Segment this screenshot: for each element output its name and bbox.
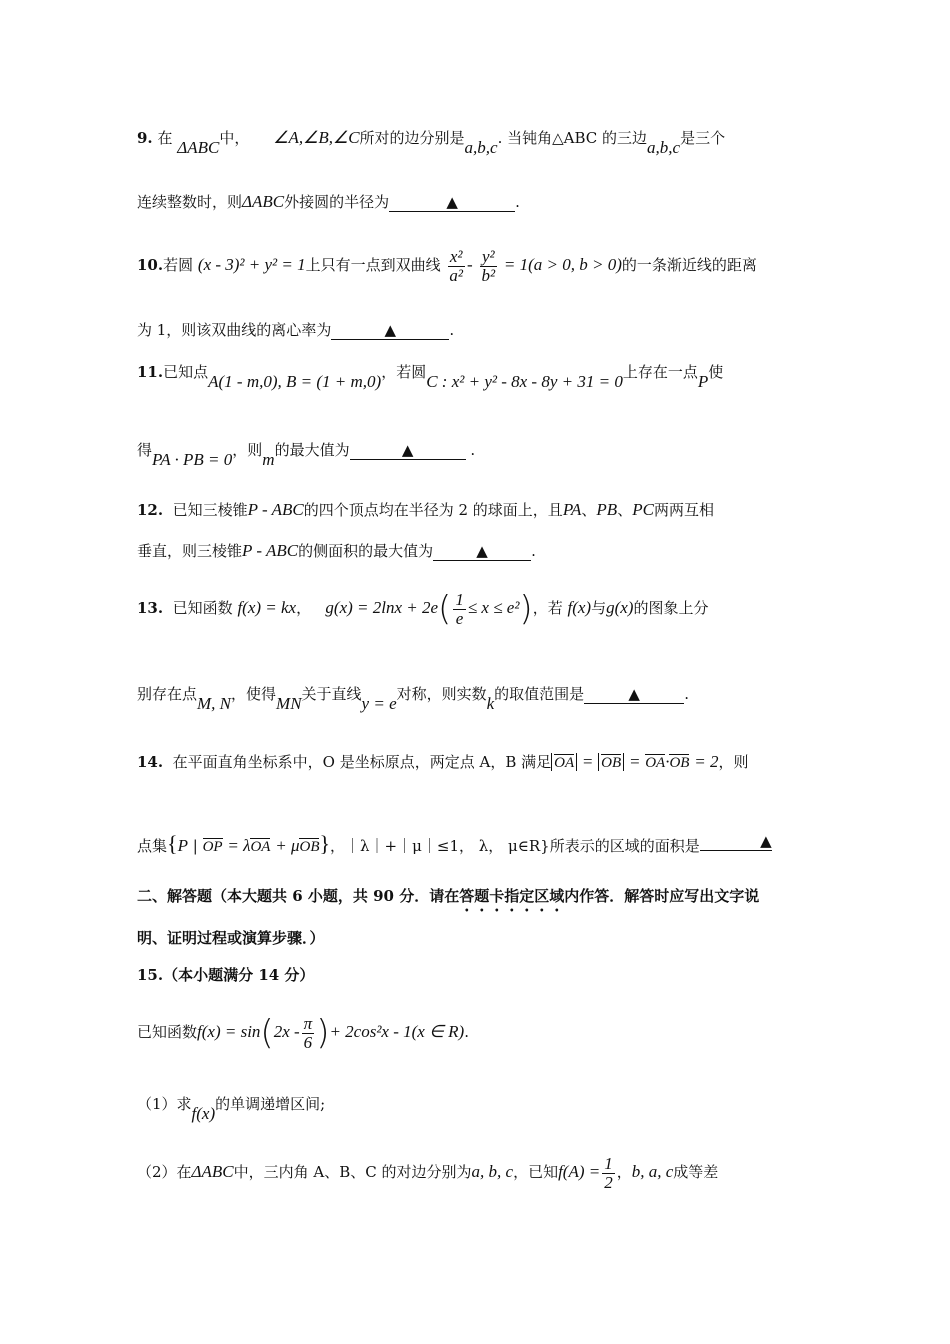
q11-answer-blank[interactable]: ▲ [350, 441, 466, 460]
q12-line2: 垂直，则三棱锥P - ABC的侧面积的最大值为 ▲ . [137, 541, 536, 560]
q13-number: 13. [137, 599, 164, 617]
q14-line1: 14. 在平面直角坐标系中，O 是坐标原点，两定点 A，B 满足 OA = OB = OA·OB = 2，则 [137, 752, 749, 771]
section2-heading-line1: 二、解答题（本大题共 6 小题，共 90 分．请在答题卡指定区域内作答．解答时应写出文字说 [137, 887, 760, 905]
q13-answer-blank[interactable]: ▲ [584, 685, 684, 704]
q13-frac-1-over-e: $\frac{1}{e}$ [455, 589, 464, 628]
q9-line2: 连续整数时，则ΔABC外接圆的半径为 ▲ . [137, 192, 520, 211]
q11-number: 11. [137, 363, 164, 381]
q12-answer-blank[interactable]: ▲ [433, 542, 531, 561]
q10-number: 10. [137, 256, 164, 274]
q10-frac-y: $\frac{\text{y²}}{\text{b²}}$ [481, 246, 496, 285]
q11-line2: 得PA · PB = 0，则m的最大值为 ▲ . [137, 441, 476, 469]
q11-line1: 11.已知点A(1 - m,0), B = (1 + m,0)，若圆C : x² + y² - 8x - 8y + 31 = 0上存在一点P使 [137, 363, 724, 391]
q12-line1: 12. 已知三棱锥P - ABC的四个顶点均在半径为 2 的球面上，且PA、PB、PC两两互相 [137, 500, 714, 519]
q15-part1: （1）求f(x)的单调递增区间; [137, 1095, 326, 1123]
q15-frac-pi-over-6: $\frac{\pi}{6}$ [303, 1013, 313, 1052]
q14-number: 14. [137, 753, 164, 771]
emphasized-answer-area: 答题卡指定区域 [459, 887, 565, 905]
q15-function: 已知函数f(x) = sin(2x - $\frac{\pi}{6}$ )+ 2cos²x - 1(x ∈ R). [137, 1013, 469, 1053]
q12-number: 12. [137, 501, 164, 519]
vector-oa: OA [554, 755, 575, 771]
q9-answer-blank[interactable]: ▲ [389, 193, 515, 212]
vector-ob: OB [601, 755, 622, 771]
q10-frac-x: $\frac{\text{x²}}{\text{a²}}$ [449, 246, 464, 285]
q15-frac-one-half: $\frac{1}{2}$ [604, 1153, 613, 1192]
q10-answer-blank[interactable]: ▲ [331, 321, 449, 340]
q15-header: 15.（本小题满分 14 分） [137, 966, 315, 984]
q9-number: 9. [137, 129, 153, 147]
q14-line2: 点集{P | OP = λOA + μOB}，｜λ｜+｜μ｜≤1， λ， μ∈R}所表示的区域的面积是 ▲ [137, 831, 772, 856]
q13-line2: 别存在点M, N，使得MN关于直线y = e对称，则实数k的取值范围是 ▲ . [137, 685, 689, 713]
q14-answer-blank[interactable]: ▲ [700, 832, 772, 851]
q9-line1: 9. 在 ΔABC中， ∠A,∠B,∠C所对的边分别是a,b,c. 当钝角△ABC 的三边a,b,c是三个 [137, 128, 726, 157]
q15-part2: （2）在ΔABC中，三内角 A、B、C 的对边分别为a, b, c，已知f(A) = $\frac{1}{2}$ ，b, a, c成等差 [137, 1153, 719, 1192]
q15-number: 15. [137, 966, 164, 984]
q10-line1: 10.若圆 (x - 3)² + y² = 1上只有一点到双曲线 $\frac{\text{x²}}{\text{a²}}$ - $\frac{\text{y²}}{\text{b²}}$ = 1(a > 0, b > 0)的一条渐近线的距离 [137, 246, 757, 285]
section2-heading-line2: 明、证明过程或演算步骤．） [137, 929, 325, 947]
q13-line1: 13. 已知函数 f(x) = kx， g(x) = 2lnx + 2e( $\frac{1}{e}$ ≤ x ≤ e²)，若 f(x)与g(x)的图象上分 [137, 589, 709, 629]
q10-line2: 为 1，则该双曲线的离心率为 ▲ . [137, 321, 455, 339]
